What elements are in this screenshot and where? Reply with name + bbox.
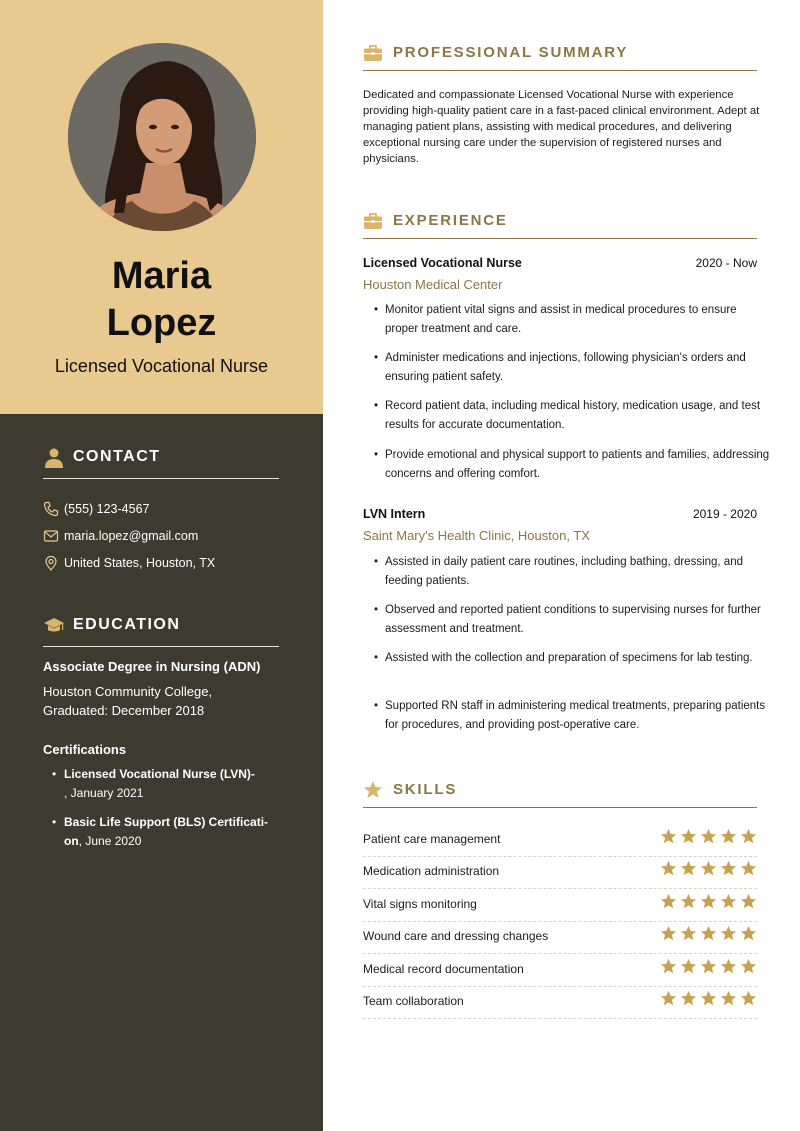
contact-heading [43, 447, 279, 479]
star-icon [660, 925, 677, 942]
job-bullet: • Monitor patient vital signs and assist in medical procedures to ensure proper treatment and care. [385, 301, 770, 339]
star-icon [680, 990, 697, 1007]
graduation-cap-icon [43, 615, 65, 637]
skills-heading-label: SKILLS [393, 781, 458, 798]
certification-date: , January 2021 [64, 786, 144, 800]
education-heading [43, 615, 279, 647]
star-icon [660, 893, 677, 910]
certification-item [64, 765, 289, 803]
star-icon [363, 780, 383, 800]
job-bullet: • Observed and reported patient conditions to supervising nurses for further assessment and treatment. [385, 601, 770, 639]
star-icon [740, 925, 757, 942]
skill-name: Team collaboration [363, 994, 464, 1008]
star-icon [680, 860, 697, 877]
job-organization: Houston Medical Center [363, 277, 503, 292]
star-icon [720, 860, 737, 877]
star-icon [680, 893, 697, 910]
job-title: LVN Intern [363, 507, 426, 521]
skill-row [363, 922, 757, 954]
education-graduated: Graduated: December 2018 [43, 703, 205, 718]
star-icon [720, 958, 737, 975]
star-icon [700, 893, 717, 910]
job-bullet: • Assisted in daily patient care routines, including bathing, dressing, and feeding patients. [385, 553, 770, 591]
certification-name: Basic Life Support (BLS) Certificati- [64, 815, 269, 829]
skill-name: Medical record documentation [363, 961, 524, 976]
phone-icon [43, 501, 59, 517]
star-icon [700, 860, 717, 877]
star-icon [720, 828, 737, 845]
skill-name: Medication administration [363, 864, 500, 879]
briefcase-icon [363, 211, 383, 231]
star-icon [700, 990, 717, 1007]
job-dates: 2020 - Now [695, 256, 757, 270]
person-icon [43, 447, 65, 469]
email-text: maria.lopez@gmail.com [64, 529, 199, 543]
briefcase-icon [363, 43, 383, 63]
skill-row [363, 857, 757, 889]
job-bullet: • Supported RN staff in administering medical treatments, preparing patients for procedures, and providing post-operative care. [385, 697, 770, 735]
experience-heading [363, 211, 757, 239]
summary-text: Dedicated and compassionate Licensed Vocational Nurse with experience providing high-quality patient care in a fast-paced clinical environment. Adept at managing patient plans, assisting with medical procedures, and delivering exceptional nursing care under the supervision of registered nurses and physicians. [363, 89, 760, 165]
star-icon [740, 990, 757, 1007]
profile-title: Licensed Vocational Nurse [54, 356, 269, 376]
certification-name-cont: on [64, 834, 79, 848]
job-bullet: • Record patient data, including medical history, medication usage, and test results for accurate documentation. [385, 397, 770, 435]
job-title: Licensed Vocational Nurse [363, 256, 522, 270]
location-text: United States, Houston, TX [64, 556, 216, 570]
star-icon [720, 925, 737, 942]
skill-name: Patient care management [363, 832, 501, 846]
summary-heading [363, 43, 757, 71]
job-organization: Saint Mary's Health Clinic, Houston, TX [363, 528, 590, 543]
star-icon [660, 958, 677, 975]
skill-name: Vital signs monitoring [363, 896, 477, 911]
skill-row [363, 825, 757, 857]
phone-text: (555) 123-4567 [64, 502, 150, 516]
star-icon [740, 860, 757, 877]
skill-rating [657, 990, 757, 1008]
certification-item [64, 813, 289, 851]
skill-name: Wound care and dressing changes [363, 929, 549, 944]
star-icon [740, 958, 757, 975]
star-icon [720, 990, 737, 1007]
skill-row [363, 890, 757, 922]
first-name: Maria [111, 255, 212, 297]
skill-rating [657, 925, 757, 943]
star-icon [740, 828, 757, 845]
star-icon [740, 893, 757, 910]
profile-photo [68, 43, 256, 231]
star-icon [680, 925, 697, 942]
skills-heading [363, 780, 757, 808]
skill-rating [657, 893, 757, 911]
skill-row [363, 955, 757, 987]
experience-heading-label: EXPERIENCE [393, 212, 508, 229]
certification-date: , June 2020 [78, 834, 142, 848]
education-degree: Associate Degree in Nursing (ADN) [43, 659, 261, 674]
star-icon [720, 893, 737, 910]
job-bullet: • Provide emotional and physical support to patients and families, addressing concerns and offering comfort. [385, 446, 770, 484]
last-name: Lopez [106, 302, 217, 344]
star-icon [660, 990, 677, 1007]
envelope-icon [43, 528, 59, 544]
certifications-heading: Certifications [43, 742, 127, 757]
job-bullet: • Administer medications and injections, following physician's orders and ensuring patient safety. [385, 349, 770, 387]
star-icon [680, 958, 697, 975]
star-icon [700, 828, 717, 845]
skill-row [363, 987, 757, 1019]
map-pin-icon [43, 555, 59, 571]
summary-heading-label: PROFESSIONAL SUMMARY [393, 44, 629, 61]
contact-heading-label: CONTACT [73, 448, 161, 465]
star-icon [660, 828, 677, 845]
star-icon [660, 860, 677, 877]
job-dates: 2019 - 2020 [692, 507, 757, 521]
skill-rating [657, 958, 757, 976]
skill-rating [657, 828, 757, 846]
certification-name: Licensed Vocational Nurse (LVN)- [64, 767, 255, 781]
star-icon [680, 828, 697, 845]
education-school: Houston Community College, [43, 684, 213, 699]
job-bullet: • Assisted with the collection and preparation of specimens for lab testing. [385, 649, 770, 668]
star-icon [700, 958, 717, 975]
star-icon [700, 925, 717, 942]
skill-rating [657, 860, 757, 878]
education-heading-label: EDUCATION [73, 616, 181, 633]
